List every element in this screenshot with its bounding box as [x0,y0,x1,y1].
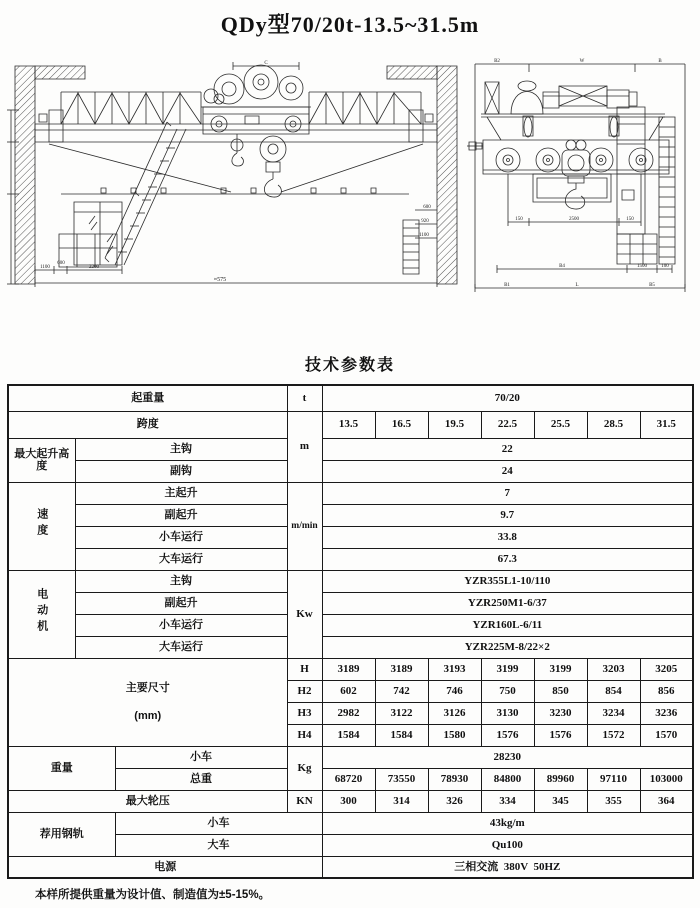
dim-label: 600 [423,205,431,210]
table-row [8,746,693,768]
dim-label: 150 [626,217,634,222]
weight-total-name: 总重 [115,768,287,790]
table-row [8,658,693,680]
motor-label: 电动机 [8,570,75,658]
dim-label: 1100 [40,265,50,270]
table-row [8,460,693,482]
table-row [8,385,693,411]
walkway-truss-right [309,92,421,124]
dims-row-name: H [287,658,322,680]
weight-total-value: 68720 [322,768,375,790]
table-row [8,438,693,460]
dims-value: 3234 [587,702,640,724]
table-row [8,856,693,878]
table-row [8,411,693,438]
weight-total-value: 89960 [534,768,587,790]
dim-label: B4 [559,264,565,269]
weight-trolley-name: 小车 [115,746,287,768]
rail-row-value: 43kg/m [322,812,693,834]
walkway-truss-left [61,92,201,124]
side-view-dim-labels [40,61,431,283]
wheel-load-label: 最大轮压 [8,790,287,812]
dims-value: 1572 [587,724,640,746]
dims-row-name: H2 [287,680,322,702]
motor-row-value: YZR355L1-10/110 [322,570,693,592]
dim-label: L [575,283,579,288]
dim-label: B5 [649,283,655,288]
wheel-load-value: 334 [481,790,534,812]
dims-row-name: H4 [287,724,322,746]
crane-side-view-drawing [5,52,465,306]
wheel-load-value: 314 [375,790,428,812]
wheel-load-value: 326 [428,790,481,812]
table-row [8,614,693,636]
dims-value: 1570 [640,724,693,746]
rail-row-value: Qu100 [322,834,693,856]
motor-row-name: 小车运行 [75,614,287,636]
power-label: 电源 [8,856,322,878]
dims-value: 3130 [481,702,534,724]
dim-label: B2 [494,59,500,64]
weight-unit: Kg [287,746,322,790]
dims-value: 750 [481,680,534,702]
dim-label: 2200 [89,265,99,270]
crane-drawings [5,52,695,306]
span-value: 16.5 [375,411,428,438]
wheel-load-value: 355 [587,790,640,812]
dim-label: 100 [661,264,669,269]
table-row [8,548,693,570]
right-wall [387,66,457,284]
motor-row-value: YZR160L-6/11 [322,614,693,636]
dims-value: 3236 [640,702,693,724]
dims-value: 3122 [375,702,428,724]
speed-row-name: 主起升 [75,482,287,504]
weight-total-value: 84800 [481,768,534,790]
weight-total-value: 103000 [640,768,693,790]
capacity-value: 70/20 [322,385,693,411]
table-row [8,504,693,526]
span-value: 25.5 [534,411,587,438]
height-row-value: 22 [322,438,693,460]
weight-total-value: 97110 [587,768,640,790]
dim-label: 1500 [637,264,647,269]
main-hook-assembly [562,140,590,209]
trolley-cross-section [481,114,665,140]
span-label: 跨度 [8,411,287,438]
dims-value: 602 [322,680,375,702]
spec-table [7,384,694,879]
table-row [8,482,693,504]
weight-label: 重量 [8,746,115,790]
dims-value: 1584 [322,724,375,746]
motor-row-name: 大车运行 [75,636,287,658]
right-ladder [403,210,437,274]
speed-row-name: 小车运行 [75,526,287,548]
trolley [201,62,311,134]
rail-row-name: 大车 [115,834,322,856]
height-row-name: 主钩 [75,438,287,460]
speed-row-name: 大车运行 [75,548,287,570]
dim-label: C [264,61,268,66]
dim-label: 600 [57,261,65,266]
motor-row-name: 主钩 [75,570,287,592]
motor-row-name: 副起升 [75,592,287,614]
dims-value: 1576 [481,724,534,746]
dim-label: B [658,59,662,64]
dims-value: 3126 [428,702,481,724]
dims-value: 2982 [322,702,375,724]
dim-label: 1100 [419,233,429,238]
height-row-value: 24 [322,460,693,482]
motor-unit: Kw [287,570,322,658]
dims-value: 3199 [481,658,534,680]
speed-unit: m/min [287,482,322,570]
table-row [8,592,693,614]
span-value: 28.5 [587,411,640,438]
dims-value: 1584 [375,724,428,746]
dims-label-line2: (mm) [134,710,162,722]
under-walkway [49,144,423,194]
speed-row-value: 33.8 [322,526,693,548]
dims-value: 3193 [428,658,481,680]
dims-value: 3189 [322,658,375,680]
dims-value: 1580 [428,724,481,746]
page-title: QDy型70/20t-13.5~31.5m [220,12,480,37]
span-value: 31.5 [640,411,693,438]
dims-label-line1: 主要尺寸 [125,681,170,694]
dims-value: 3189 [375,658,428,680]
capacity-label: 起重量 [8,385,287,411]
weight-trolley-value: 28230 [322,746,693,768]
dims-value: 742 [375,680,428,702]
speed-row-value: 9.7 [322,504,693,526]
span-value: 19.5 [428,411,481,438]
dims-value: 850 [534,680,587,702]
power-value: 三相交流 380V 50HZ [322,856,693,878]
auxiliary-hook [231,134,243,166]
main-hook-block [260,136,286,197]
dims-value: 3203 [587,658,640,680]
footnote: 本样所提供重量为设计值、制造值为±5-15%。 [35,889,271,901]
rail-label: 荐用钢轨 [8,812,115,856]
dim-label: 150 [515,217,523,222]
dim-label: B1 [504,283,510,288]
wheel-load-value: 364 [640,790,693,812]
speed-label: 速度 [8,482,75,570]
table-row [8,812,693,834]
dims-value: 854 [587,680,640,702]
height-row-name: 副钩 [75,460,287,482]
wheel-load-value: 300 [322,790,375,812]
table-row [8,636,693,658]
hoist-machinery [485,81,637,114]
dims-value: 3205 [640,658,693,680]
dim-label: ≈575 [213,277,227,283]
dims-value: 3230 [534,702,587,724]
crane-end-view-drawing [467,52,695,306]
spec-table-title: 技术参数表 [304,357,395,374]
weight-total-value: 78930 [428,768,481,790]
wheel-load-unit: KN [287,790,322,812]
speed-row-value: 67.3 [322,548,693,570]
capacity-unit: t [287,385,322,411]
length-unit: m [287,411,322,482]
span-value: 22.5 [481,411,534,438]
wheel-load-value: 345 [534,790,587,812]
table-row [8,790,693,812]
speed-row-value: 7 [322,482,693,504]
height-label: 最大起升高度 [8,438,75,482]
dim-label: 2500 [569,217,579,222]
rail-row-name: 小车 [115,812,322,834]
speed-row-name: 副起升 [75,504,287,526]
motor-row-value: YZR225M-8/22×2 [322,636,693,658]
operator-cabin [59,202,122,267]
dims-row-name: H3 [287,702,322,724]
dim-label: 920 [421,219,429,224]
weight-total-value: 73550 [375,768,428,790]
dims-value: 856 [640,680,693,702]
motor-row-value: YZR250M1-6/37 [322,592,693,614]
dims-value: 1576 [534,724,587,746]
dims-label [8,658,287,746]
table-row [8,570,693,592]
dims-value: 746 [428,680,481,702]
end-view-dim-lines [475,174,685,292]
dim-label: W [579,59,585,64]
end-platform-and-ladder [617,107,675,264]
dims-value: 3199 [534,658,587,680]
table-row [8,526,693,548]
span-value: 13.5 [322,411,375,438]
